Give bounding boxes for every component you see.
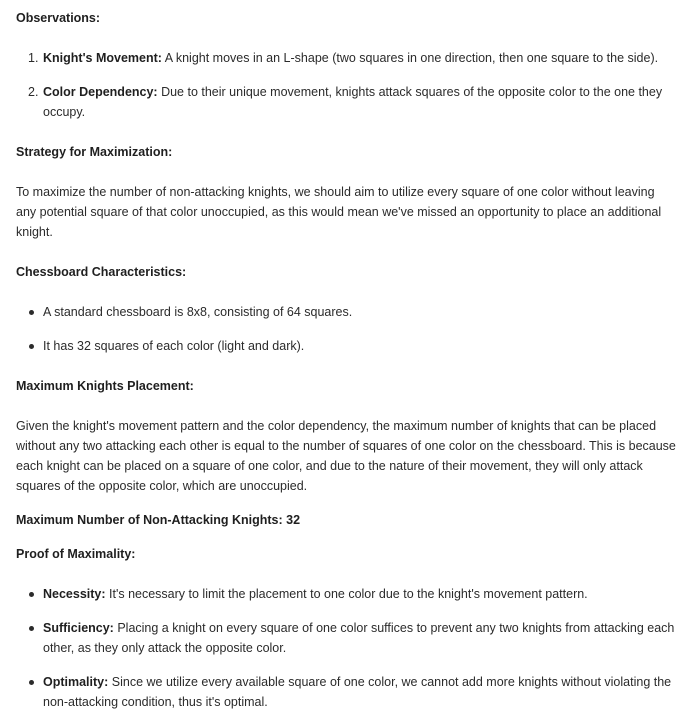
strategy-heading: Strategy for Maximization: — [16, 145, 173, 159]
maximum-heading: Maximum Number of Non-Attacking Knights: 32 — [16, 513, 301, 527]
item-text: A standard chessboard is 8x8, consisting of 64 squares. — [43, 305, 353, 319]
item-text: Due to their unique movement, knights attack squares of the opposite color to the one they occupy. — [43, 85, 663, 119]
bullet-icon — [29, 626, 34, 631]
list-item — [16, 336, 676, 356]
list-item — [16, 618, 676, 658]
strategy-paragraph: To maximize the number of non-attacking knights, we should aim to utilize every square of one color without leaving any potential square of that color unoccupied, as this would mean we've missed an opportunity to place an additional knight. — [16, 185, 662, 239]
observations-list — [16, 48, 676, 122]
bullet-icon — [29, 344, 34, 349]
item-text: Since we utilize every available square of one color, we cannot add more knights without violating the non-attacking condition, thus it's optimal. — [43, 675, 672, 709]
placement-paragraph: Given the knight's movement pattern and the color dependency, the maximum number of knights that can be placed without any two attacking each other is equal to the number of squares of one color on the chessboard. This is because each knight can be placed on a square of one color, and due to the nature of their movement, they will only attack squares of the opposite color, which are unoccupied. — [16, 419, 676, 493]
bullet-icon — [29, 592, 34, 597]
observations-heading: Observations: — [16, 11, 101, 25]
list-item — [16, 672, 676, 712]
bullet-icon — [29, 310, 34, 315]
list-number: 2. — [28, 85, 39, 99]
item-text: A knight moves in an L-shape (two squares in one direction, then one square to the side). — [161, 51, 659, 65]
characteristics-list — [16, 302, 676, 356]
term-sufficiency: Sufficiency: — [43, 621, 114, 635]
list-item — [16, 48, 676, 68]
characteristics-heading: Chessboard Characteristics: — [16, 265, 187, 279]
list-item — [16, 82, 676, 122]
item-text: It's necessary to limit the placement to one color due to the knight's movement pattern. — [105, 587, 588, 601]
placement-heading: Maximum Knights Placement: — [16, 379, 194, 393]
term-knights-movement: Knight's Movement: — [43, 51, 162, 65]
item-text: It has 32 squares of each color (light and dark). — [43, 339, 305, 353]
bullet-icon — [29, 680, 34, 685]
list-item — [16, 302, 676, 322]
list-item — [16, 584, 676, 604]
list-number: 1. — [28, 51, 39, 65]
term-optimality: Optimality: — [43, 675, 109, 689]
term-necessity: Necessity: — [43, 587, 106, 601]
proof-list — [16, 584, 676, 712]
item-text: Placing a knight on every square of one color suffices to prevent any two knights from attacking each other, as they only attack the opposite color. — [43, 621, 675, 655]
term-color-dependency: Color Dependency: — [43, 85, 158, 99]
proof-heading: Proof of Maximality: — [16, 547, 136, 561]
